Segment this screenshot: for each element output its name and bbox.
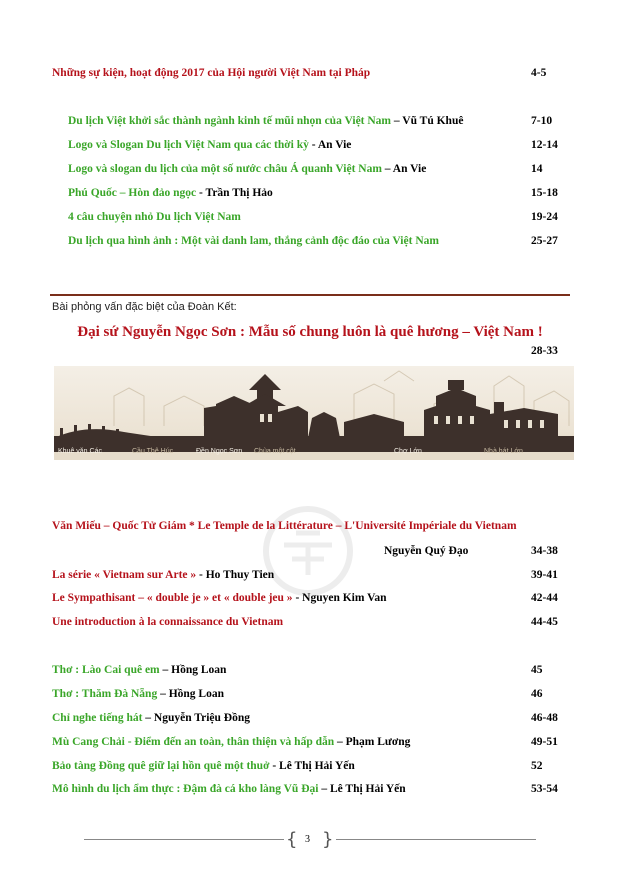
toc-pages: 46-48: [531, 712, 558, 724]
toc-author: – An Vie: [381, 163, 427, 175]
toc-entry[interactable]: [0, 616, 620, 632]
toc-entry[interactable]: [0, 736, 620, 752]
banner-caption: Đền Ngọc Sơn: [196, 448, 243, 455]
banner-caption: Cầu Thê Húc: [132, 448, 174, 455]
toc-pages: 39-41: [531, 569, 558, 581]
toc-author: – Vũ Tú Khuê: [391, 115, 464, 127]
toc-entry[interactable]: [0, 211, 620, 227]
toc-pages: 14: [531, 163, 543, 175]
toc-title: La série « Vietnam sur Arte »: [52, 569, 197, 581]
toc-entry[interactable]: [0, 592, 620, 608]
toc-author: – Nguyễn Triệu Đồng: [142, 712, 250, 724]
toc-title: Những sự kiện, hoạt động 2017 của Hội người Việt Nam tại Pháp: [52, 67, 371, 79]
toc-author: - Trần Thị Hảo: [196, 187, 273, 199]
toc-title: Chỉ nghe tiếng hát: [52, 712, 143, 724]
banner-caption: Chùa một cột: [254, 448, 296, 455]
toc-author: - Lê Thị Hải Yến: [269, 760, 355, 772]
interview-intro: Bài phỏng vấn đặc biệt của Đoàn Kết:: [52, 301, 237, 313]
toc-title: Le Sympathisant – « double je » et « double jeu »: [52, 592, 293, 604]
toc-pages: 19-24: [531, 211, 558, 223]
toc-entry[interactable]: [0, 760, 620, 776]
toc-entry[interactable]: [0, 783, 620, 799]
toc-pages: 4-5: [531, 67, 547, 79]
toc-author: Nguyễn Quý Đạo: [384, 545, 469, 557]
toc-pages: 53-54: [531, 783, 558, 795]
toc-pages: 42-44: [531, 592, 558, 604]
page-number: 3: [305, 834, 310, 845]
toc-pages: 44-45: [531, 616, 558, 628]
banner-caption: Khuê văn Các: [58, 448, 102, 455]
toc-pages: 46: [531, 688, 543, 700]
toc-pages: 49-51: [531, 736, 558, 748]
toc-title: Phú Quốc – Hòn đảo ngọc: [68, 187, 197, 199]
toc-entry-events[interactable]: [0, 67, 620, 83]
toc-title: 4 câu chuyện nhỏ Du lịch Việt Nam: [68, 211, 241, 223]
toc-author: - Ho Thuy Tien: [196, 569, 275, 581]
toc-title: Une introduction à la connaissance du Vietnam: [52, 616, 284, 628]
banner-caption: Chợ Lớn: [394, 448, 422, 455]
toc-author: – Lê Thị Hải Yến: [318, 783, 406, 795]
toc-entry[interactable]: [0, 664, 620, 680]
toc-author: – Hồng Loan: [159, 664, 227, 676]
toc-entry[interactable]: [0, 163, 620, 179]
toc-pages: 52: [531, 760, 543, 772]
footer-rule-right: [336, 839, 536, 840]
toc-title: Logo và slogan du lịch của một số nước châu Á quanh Việt Nam: [68, 163, 382, 175]
toc-author: - Nguyen Kim Van: [292, 592, 387, 604]
landmarks-silhouette: [54, 366, 574, 460]
toc-pages: 45: [531, 664, 543, 676]
toc-title: Mô hình du lịch ẩm thực : Đậm đà cá kho làng Vũ Đại: [52, 783, 319, 795]
toc-entry[interactable]: [0, 545, 620, 561]
toc-pages: 28-33: [531, 345, 558, 357]
toc-entry[interactable]: [0, 139, 620, 155]
toc-title: Thơ : Lào Cai quê em: [52, 664, 160, 676]
interview-headline[interactable]: Đại sứ Nguyễn Ngọc Sơn : Mẫu số chung luôn là quê hương – Việt Nam !: [77, 324, 543, 340]
toc-pages: 34-38: [531, 545, 558, 557]
footer-rule-left: [84, 839, 284, 840]
landmarks-banner: [54, 366, 574, 460]
toc-entry[interactable]: [0, 688, 620, 704]
toc-title: Du lịch qua hình ảnh : Một vài danh lam, thắng cảnh độc đáo của Việt Nam: [68, 235, 439, 247]
toc-pages: 7-10: [531, 115, 553, 127]
toc-title: Mù Cang Chải - Điểm đến an toàn, thân thiện và hấp dẫn: [52, 736, 335, 748]
toc-entry[interactable]: [0, 115, 620, 131]
toc-entry[interactable]: [0, 235, 620, 251]
toc-author: – Hồng Loan: [157, 688, 225, 700]
toc-title: Bảo tàng Đồng quê giữ lại hồn quê một thuở: [52, 760, 270, 772]
toc-author: – Phạm Lương: [334, 736, 411, 748]
toc-entry[interactable]: [0, 569, 620, 585]
footer-bracket-right: }: [322, 829, 334, 850]
toc-title: Văn Miếu – Quốc Tử Giám * Le Temple de la Littérature – L'Université Impériale du Vietnam: [52, 520, 517, 532]
toc-pages: 25-27: [531, 235, 558, 247]
toc-title: Logo và Slogan Du lịch Việt Nam qua các thời kỳ: [68, 139, 309, 151]
toc-author: - An Vie: [308, 139, 352, 151]
toc-pages: 12-14: [531, 139, 558, 151]
toc-entry[interactable]: [0, 712, 620, 728]
toc-title: Du lịch Việt khởi sắc thành ngành kinh tế mũi nhọn của Việt Nam: [68, 115, 392, 127]
footer-bracket-left: {: [286, 829, 298, 850]
banner-caption: Nhà hát Lớn: [484, 448, 523, 455]
toc-entry[interactable]: [0, 187, 620, 203]
toc-pages: 15-18: [531, 187, 558, 199]
toc-entry[interactable]: [0, 520, 620, 536]
toc-title: Thơ : Thăm Đà Nẵng: [52, 688, 158, 700]
section-divider: [50, 294, 570, 296]
